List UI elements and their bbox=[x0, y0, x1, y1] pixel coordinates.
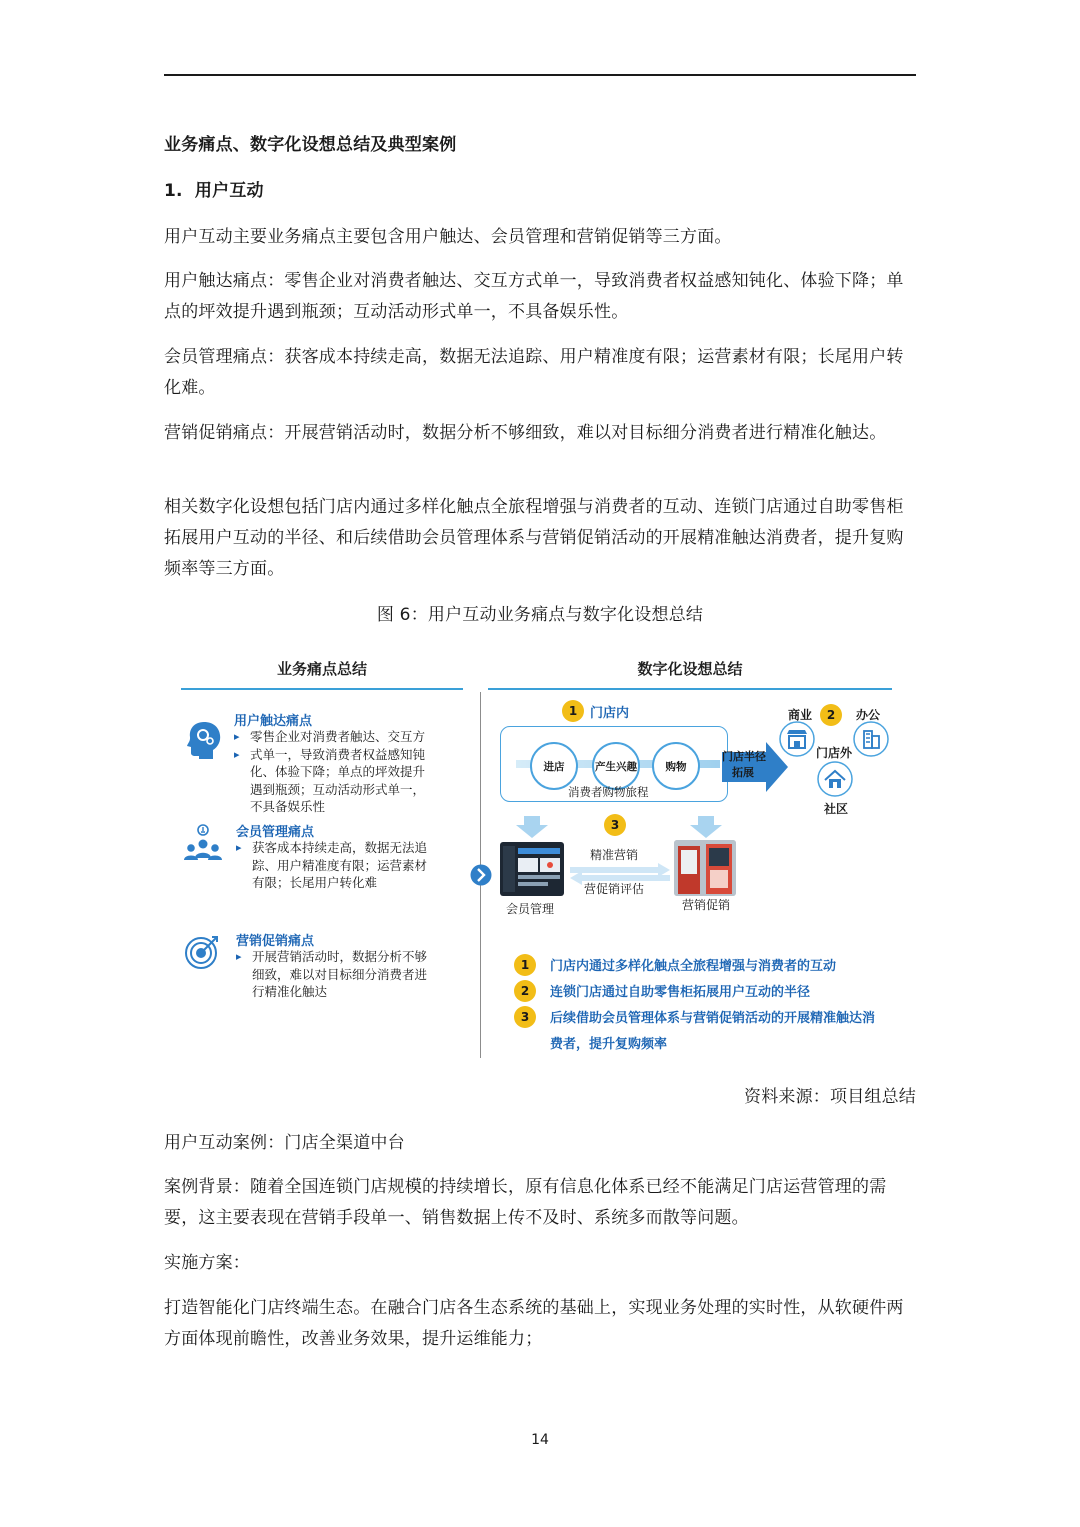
case-plan-label: 实施方案： bbox=[164, 1253, 250, 1273]
figure-caption: 图 6：用户互动业务痛点与数字化设想总结 bbox=[376, 605, 704, 625]
right-title-rule bbox=[488, 688, 892, 690]
pain-member-line: 有限；长尾用户转化难 bbox=[252, 875, 378, 890]
precise-marketing-label: 精准营销 bbox=[590, 848, 639, 862]
pain-title-member: 会员管理痛点 bbox=[236, 825, 315, 840]
down-arrow-right-icon bbox=[690, 816, 722, 842]
journey-step-shop: 购物 bbox=[652, 742, 700, 790]
paragraph-intro: 用户互动主要业务痛点主要包含用户触达、会员管理和营销促销等三方面。 bbox=[164, 227, 732, 247]
office-building-icon bbox=[852, 720, 890, 762]
target-icon bbox=[184, 934, 220, 974]
brain-head-icon bbox=[186, 720, 222, 764]
page-heading: 业务痛点、数字化设想总结及典型案例 bbox=[164, 135, 457, 155]
figure-diagram bbox=[176, 648, 904, 1060]
pain-marketing-line: ▸ 开展营销活动时，数据分析不够 bbox=[236, 948, 476, 966]
pain-title-reach: 用户触达痛点 bbox=[234, 714, 313, 729]
badge-1: 1 bbox=[562, 700, 584, 722]
right-column-title: 数字化设想总结 bbox=[637, 660, 743, 678]
people-group-icon bbox=[182, 824, 224, 870]
pain-body-marketing bbox=[236, 948, 476, 1001]
office-label: 办公 bbox=[856, 708, 881, 722]
summary-text: 连锁门店通过自助零售柜拓展用户互动的半径 bbox=[550, 985, 811, 1000]
pain-body-member bbox=[236, 839, 476, 892]
journey-step-enter: 进店 bbox=[530, 742, 578, 790]
summary-badge: 3 bbox=[514, 1006, 536, 1028]
pain-marketing-line: 细致，难以对目标细分消费者进 bbox=[252, 966, 428, 982]
shop-icon bbox=[778, 720, 816, 762]
summary-text: 后续借助会员管理体系与营销促销活动的开展精准触达消费者，提升复购频率 bbox=[550, 1011, 876, 1052]
pain-reach-line: ▸ 零售企业对消费者触达、交互方 bbox=[234, 728, 474, 746]
commerce-label: 商业 bbox=[788, 708, 813, 722]
header-rule bbox=[164, 74, 916, 76]
badge-2: 2 bbox=[820, 704, 842, 726]
paragraph-digital-ideas: 相关数字化设想包括门店内通过多样化触点全旅程增强与消费者的互动、连锁门店通过自助零售柜拓展用户互动的半径、和后续借助会员管理体系与营销促销活动的开展精准触达消费者，提升复购频率等三方面。 bbox=[164, 497, 904, 579]
marketing-promo-label: 营销促销 bbox=[682, 898, 731, 912]
vending-machine-image bbox=[674, 840, 736, 896]
paragraph-marketing-pain: 营销促销痛点：开展营销活动时，数据分析不够细致，难以对目标细分消费者进行精准化触达。 bbox=[164, 423, 887, 443]
radius-label-2: 拓展 bbox=[732, 766, 754, 779]
pain-marketing-line: 行精准化触达 bbox=[252, 984, 328, 999]
page-number: 14 bbox=[531, 1432, 549, 1448]
pain-reach-line: ▸ 式单一，导致消费者权益感知钝 bbox=[234, 746, 474, 764]
summary-text: 门店内通过多样化触点全旅程增强与消费者的互动 bbox=[550, 959, 837, 974]
community-label: 社区 bbox=[824, 802, 849, 816]
journey-step-interest: 产生兴趣 bbox=[592, 742, 640, 790]
pain-member-line: 踪、用户精准度有限；运营素材 bbox=[252, 857, 428, 873]
paragraph-reach-pain: 用户触达痛点：零售企业对消费者触达、交互方式单一，导致消费者权益感知钝化、体验下降；单点的坪效提升遇到瓶颈；互动活动形式单一，不具备娱乐性。 bbox=[164, 271, 904, 322]
store-inside-label: 门店内 bbox=[590, 706, 630, 721]
community-house-icon bbox=[816, 760, 854, 802]
left-column-title: 业务痛点总结 bbox=[276, 660, 367, 678]
case-background: 案例背景：随着全国连锁门店规模的持续增长，原有信息化体系已经不能满足门店运营管理的需要，这主要表现在营销手段单一、销售数据上传不及时、系统多而散等问题。 bbox=[164, 1177, 887, 1228]
pain-member-line: ▸ 获客成本持续走高，数据无法追 bbox=[236, 839, 476, 857]
member-management-label: 会员管理 bbox=[506, 902, 555, 916]
pain-title-marketing: 营销促销痛点 bbox=[236, 934, 315, 949]
pain-reach-line: 不具备娱乐性 bbox=[250, 799, 326, 814]
member-dashboard-image bbox=[500, 842, 564, 896]
section-title: 1. 用户互动 bbox=[164, 181, 264, 201]
left-title-rule bbox=[181, 688, 463, 690]
summary-item-3 bbox=[514, 1006, 880, 1058]
down-arrow-left-icon bbox=[516, 816, 548, 842]
chevron-right-icon bbox=[470, 864, 492, 890]
paragraph-member-pain: 会员管理痛点：获客成本持续走高，数据无法追踪、用户精准度有限；运营素材有限；长尾用户转化难。 bbox=[164, 347, 904, 398]
summary-item-2 bbox=[514, 980, 810, 1006]
pain-reach-line: 遇到瓶颈；互动活动形式单一， bbox=[250, 781, 426, 797]
pain-reach-line: 化、体验下降；单点的坪效提升 bbox=[250, 764, 426, 779]
journey-label: 消费者购物旅程 bbox=[568, 785, 649, 799]
badge-3: 3 bbox=[604, 814, 626, 836]
case-plan-text: 打造智能化门店终端生态。在融合门店各生态系统的基础上，实现业务处理的实时性，从软硬件两方面体现前瞻性，改善业务效果，提升运维能力； bbox=[164, 1298, 904, 1349]
summary-badge: 2 bbox=[514, 980, 536, 1002]
summary-item-1 bbox=[514, 954, 836, 980]
summary-badge: 1 bbox=[514, 954, 536, 976]
outside-store-label: 门店外 bbox=[816, 746, 853, 760]
promo-eval-label: 营促销评估 bbox=[584, 882, 645, 896]
case-title: 用户互动案例：门店全渠道中台 bbox=[164, 1133, 405, 1153]
pain-body-reach bbox=[234, 728, 474, 816]
source-note: 资料来源：项目组总结 bbox=[744, 1087, 916, 1107]
radius-label-1: 门店半径 bbox=[722, 750, 766, 763]
